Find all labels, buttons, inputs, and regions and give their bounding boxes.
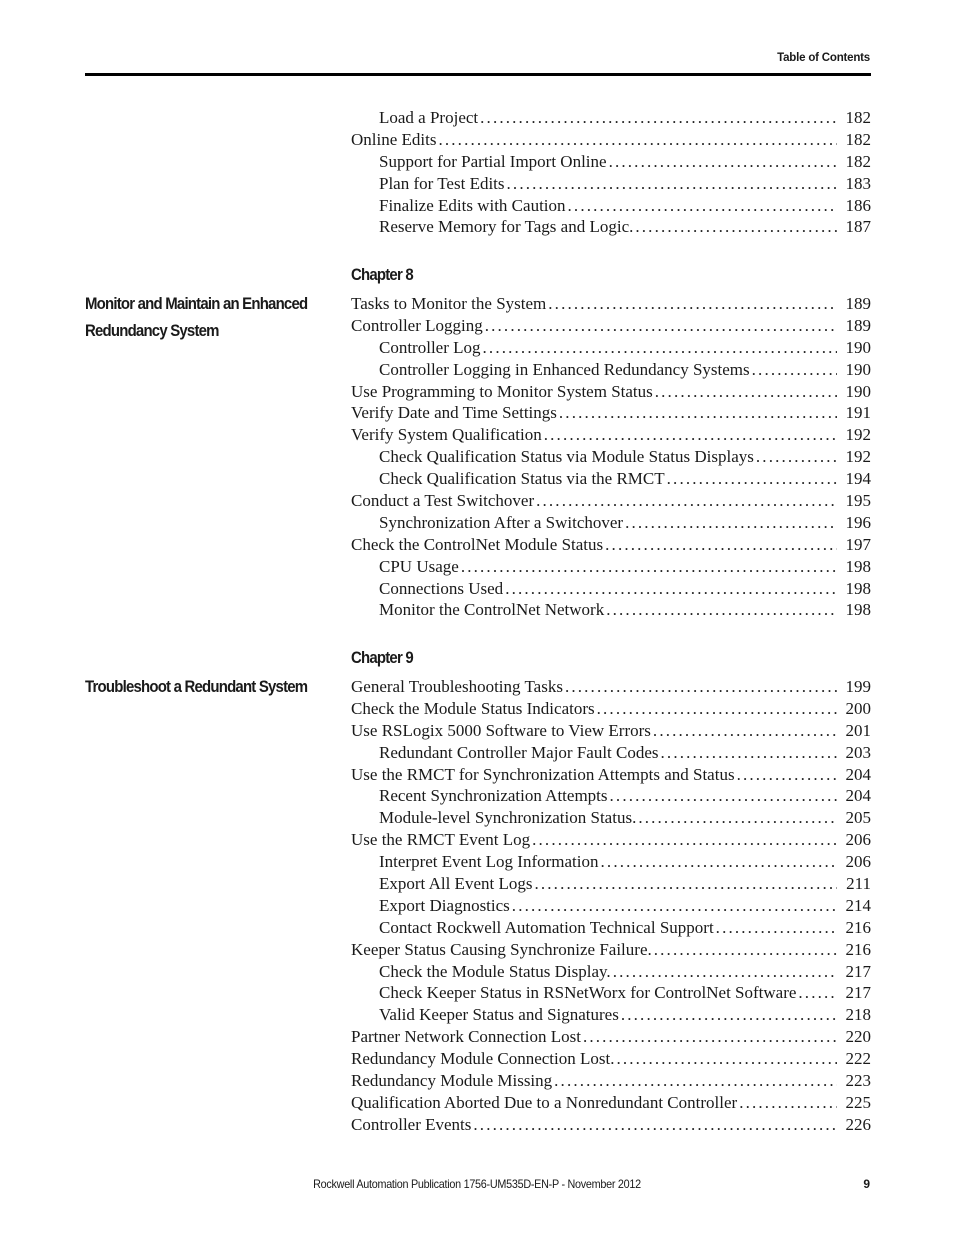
dot-leader <box>544 424 837 446</box>
toc-entry[interactable] <box>351 829 871 851</box>
toc-entry-page: 189 <box>845 294 871 313</box>
toc-entry[interactable] <box>351 1114 871 1136</box>
toc-entry[interactable] <box>351 676 871 698</box>
dot-leader <box>480 107 837 129</box>
toc-entry-label: Export Diagnostics <box>379 895 510 915</box>
toc-entry[interactable] <box>351 764 871 786</box>
toc-entry-page: 182 <box>845 151 871 171</box>
toc-entry-label: Controller Logging <box>351 315 483 335</box>
toc-entry-page: 198 <box>845 556 871 576</box>
toc-entry-page: 196 <box>845 512 871 532</box>
toc-entry-label: Check Qualification Status via the RMCT <box>379 469 665 489</box>
toc-entry-label: Valid Keeper Status and Signatures <box>379 1005 619 1025</box>
toc-entry-label: Check Keeper Status in RSNetWorx for ControlNet Software <box>379 983 797 1003</box>
toc-entry-label: Check Qualification Status via Module Status Displays <box>379 447 754 467</box>
toc-entry-label: Redundancy Module Connection Lost. <box>351 1049 615 1069</box>
toc-entry[interactable] <box>351 578 871 600</box>
toc-entry[interactable] <box>351 1004 871 1026</box>
toc-entry[interactable] <box>351 873 871 895</box>
toc-entry-label: CPU Usage <box>379 556 459 576</box>
chapter-9-label: Chapter 9 <box>351 648 413 667</box>
dot-leader <box>597 698 837 720</box>
dot-leader <box>548 293 837 315</box>
toc-entry[interactable] <box>351 512 871 534</box>
dot-leader <box>621 1004 837 1026</box>
toc-entry-page: 201 <box>845 720 871 740</box>
toc-entry-page: 186 <box>845 195 871 215</box>
dot-leader <box>616 1048 837 1070</box>
toc-entry-label: Connections Used <box>379 578 504 598</box>
toc-entry-label: Conduct a Test Switchover <box>351 491 535 511</box>
toc-entry[interactable] <box>351 599 871 621</box>
toc-entry[interactable] <box>351 468 871 490</box>
toc-entry-label: Finalize Edits with Caution <box>379 195 566 215</box>
dot-leader <box>716 917 837 939</box>
toc-entry-label: Check the ControlNet Module Status <box>351 534 604 554</box>
header-rule <box>85 73 871 76</box>
toc-entry-page: 182 <box>845 108 871 127</box>
dot-leader <box>438 129 837 151</box>
toc-entry-label: Check the Module Status Indicators <box>351 698 595 718</box>
toc-entry[interactable] <box>351 961 871 983</box>
dot-leader <box>737 764 837 786</box>
chapter-9-entries <box>351 676 871 1136</box>
toc-entry[interactable] <box>351 402 871 424</box>
toc-entry-page: 217 <box>845 961 871 981</box>
toc-entry-page: 197 <box>845 534 871 554</box>
dot-leader <box>667 468 837 490</box>
dot-leader <box>635 216 837 238</box>
toc-entry-label: Monitor the ControlNet Network <box>379 600 605 620</box>
toc-entry[interactable] <box>351 720 871 742</box>
toc-entry[interactable] <box>351 381 871 403</box>
toc-entry[interactable] <box>351 129 871 151</box>
dot-leader <box>485 315 837 337</box>
toc-entry[interactable] <box>351 1026 871 1048</box>
toc-entry[interactable] <box>351 556 871 578</box>
dot-leader <box>752 359 837 381</box>
toc-entry-page: 198 <box>845 578 871 598</box>
toc-entry-page: 192 <box>845 447 871 467</box>
toc-entry[interactable] <box>351 742 871 764</box>
dot-leader <box>568 195 837 217</box>
toc-entry-label: Verify System Qualification <box>351 425 542 445</box>
toc-entry-label: General Troubleshooting Tasks <box>351 677 563 696</box>
toc-entry-page: 225 <box>845 1092 871 1112</box>
toc-entry-page: 216 <box>845 917 871 937</box>
footer-page-number: 9 <box>863 1177 870 1191</box>
toc-entry-page: 222 <box>845 1049 871 1069</box>
dot-leader <box>756 446 837 468</box>
toc-entry-label: Reserve Memory for Tags and Logic. <box>379 217 634 237</box>
toc-continued-list <box>351 107 871 238</box>
chapter-8-title: Monitor and Maintain an Enhanced Redundancy System <box>85 294 308 340</box>
dot-leader <box>739 1092 837 1114</box>
toc-entry-page: 200 <box>845 698 871 718</box>
dot-leader <box>609 151 837 173</box>
dot-leader <box>507 173 837 195</box>
toc-entry-label: Qualification Aborted Due to a Nonredundant Controller <box>351 1092 738 1112</box>
chapter-8-entries <box>351 293 871 621</box>
dot-leader <box>610 785 837 807</box>
toc-entry[interactable] <box>351 424 871 446</box>
toc-entry-label: Interpret Event Log Information <box>379 852 599 872</box>
dot-leader <box>565 676 837 698</box>
toc-entry-page: 217 <box>845 983 871 1003</box>
toc-entry-page: 198 <box>845 600 871 620</box>
toc-entry-label: Controller Logging in Enhanced Redundancy Systems <box>379 359 750 379</box>
toc-entry[interactable] <box>351 107 871 129</box>
toc-entry-label: Recent Synchronization Attempts <box>379 786 608 806</box>
toc-entry[interactable] <box>351 195 871 217</box>
toc-entry-page: 203 <box>845 742 871 762</box>
toc-entry-page: 187 <box>845 217 871 237</box>
toc-entry-label: Tasks to Monitor the System <box>351 294 547 313</box>
dot-leader <box>613 961 837 983</box>
toc-entry-page: 192 <box>845 425 871 445</box>
toc-entry-page: 190 <box>845 359 871 379</box>
toc-entry-label: Support for Partial Import Online <box>379 151 607 171</box>
toc-entry-label: Redundancy Module Missing <box>351 1071 553 1091</box>
toc-entry-label: Online Edits <box>351 129 437 149</box>
toc-entry-label: Controller Log <box>379 337 481 357</box>
dot-leader <box>638 807 837 829</box>
toc-entry-label: Module-level Synchronization Status. <box>379 808 637 828</box>
toc-entry-label: Synchronization After a Switchover <box>379 512 624 532</box>
toc-entry-page: 226 <box>845 1114 871 1134</box>
toc-entry-page: 182 <box>845 129 871 149</box>
toc-entry[interactable] <box>351 917 871 939</box>
toc-entry[interactable] <box>351 982 871 1004</box>
toc-entry-page: 220 <box>845 1027 871 1047</box>
toc-entry[interactable] <box>351 785 871 807</box>
toc-entry-page: 205 <box>845 808 871 828</box>
dot-leader <box>554 1070 837 1092</box>
dot-leader <box>461 556 837 578</box>
toc-entry-label: Export All Event Logs <box>379 874 533 894</box>
toc-entry-page: 214 <box>845 895 871 915</box>
toc-entry-page: 191 <box>845 403 871 423</box>
toc-entry[interactable] <box>351 939 871 961</box>
toc-entry-page: 223 <box>845 1071 871 1091</box>
toc-entry[interactable] <box>351 315 871 337</box>
toc-entry[interactable] <box>351 807 871 829</box>
toc-entry-page: 218 <box>845 1005 871 1025</box>
chapter-8-label: Chapter 8 <box>351 265 413 284</box>
toc-entry-page: 211 <box>846 874 871 894</box>
chapter-9-title: Troubleshoot a Redundant System <box>85 677 308 696</box>
toc-entry-label: Contact Rockwell Automation Technical Support <box>379 917 714 937</box>
toc-entry-label: Use the RMCT for Synchronization Attempts and Status <box>351 764 735 784</box>
toc-entry[interactable] <box>351 1070 871 1092</box>
toc-entry-page: 190 <box>845 337 871 357</box>
toc-entry[interactable] <box>351 895 871 917</box>
toc-entry-label: Use RSLogix 5000 Software to View Errors <box>351 720 651 740</box>
toc-entry[interactable] <box>351 359 871 381</box>
toc-entry-label: Plan for Test Edits <box>379 173 505 193</box>
dot-leader <box>798 982 837 1004</box>
dot-leader <box>505 578 837 600</box>
toc-entry[interactable] <box>351 173 871 195</box>
toc-entry[interactable] <box>351 151 871 173</box>
dot-leader <box>653 720 837 742</box>
toc-entry-label: Redundant Controller Major Fault Codes <box>379 742 659 762</box>
toc-entry[interactable] <box>351 698 871 720</box>
dot-leader <box>473 1114 837 1136</box>
dot-leader <box>655 381 837 403</box>
toc-entry-label: Verify Date and Time Settings <box>351 403 557 423</box>
toc-entry-label: Partner Network Connection Lost <box>351 1027 581 1047</box>
toc-entry-page: 183 <box>845 173 871 193</box>
toc-entry-page: 189 <box>845 315 871 335</box>
toc-entry-page: 216 <box>845 939 871 959</box>
toc-entry-page: 199 <box>845 677 871 696</box>
toc-entry-page: 204 <box>845 764 871 784</box>
toc-entry-label: Use Programming to Monitor System Status <box>351 381 653 401</box>
toc-entry[interactable] <box>351 446 871 468</box>
footer-publication: Rockwell Automation Publication 1756-UM535D-EN-P - November 2012 <box>313 1177 641 1191</box>
toc-entry-label: Load a Project <box>379 108 479 127</box>
toc-entry[interactable] <box>351 337 871 359</box>
dot-leader <box>583 1026 837 1048</box>
toc-entry-label: Keeper Status Causing Synchronize Failure. <box>351 939 652 959</box>
dot-leader <box>559 402 837 424</box>
toc-entry-page: 206 <box>845 830 871 850</box>
dot-leader <box>654 939 837 961</box>
toc-entry[interactable] <box>351 216 871 238</box>
dot-leader <box>605 534 837 556</box>
running-header: Table of Contents <box>777 52 870 64</box>
dot-leader <box>661 742 837 764</box>
dot-leader <box>512 895 837 917</box>
dot-leader <box>532 829 837 851</box>
toc-entry-label: Check the Module Status Display. <box>379 961 611 981</box>
toc-entry[interactable] <box>351 1048 871 1070</box>
toc-entry-page: 204 <box>845 786 871 806</box>
toc-entry-label: Use the RMCT Event Log <box>351 830 531 850</box>
dot-leader <box>625 512 837 534</box>
dot-leader <box>601 851 837 873</box>
toc-entry[interactable] <box>351 293 871 315</box>
dot-leader <box>536 490 837 512</box>
toc-entry[interactable] <box>351 851 871 873</box>
toc-entry-page: 190 <box>845 381 871 401</box>
toc-entry-page: 206 <box>845 852 871 872</box>
dot-leader <box>606 599 837 621</box>
dot-leader <box>483 337 837 359</box>
toc-entry-page: 195 <box>845 491 871 511</box>
toc-entry[interactable] <box>351 490 871 512</box>
toc-entry[interactable] <box>351 534 871 556</box>
toc-entry[interactable] <box>351 1092 871 1114</box>
toc-entry-page: 194 <box>845 469 871 489</box>
toc-entry-label: Controller Events <box>351 1114 472 1134</box>
dot-leader <box>534 873 837 895</box>
